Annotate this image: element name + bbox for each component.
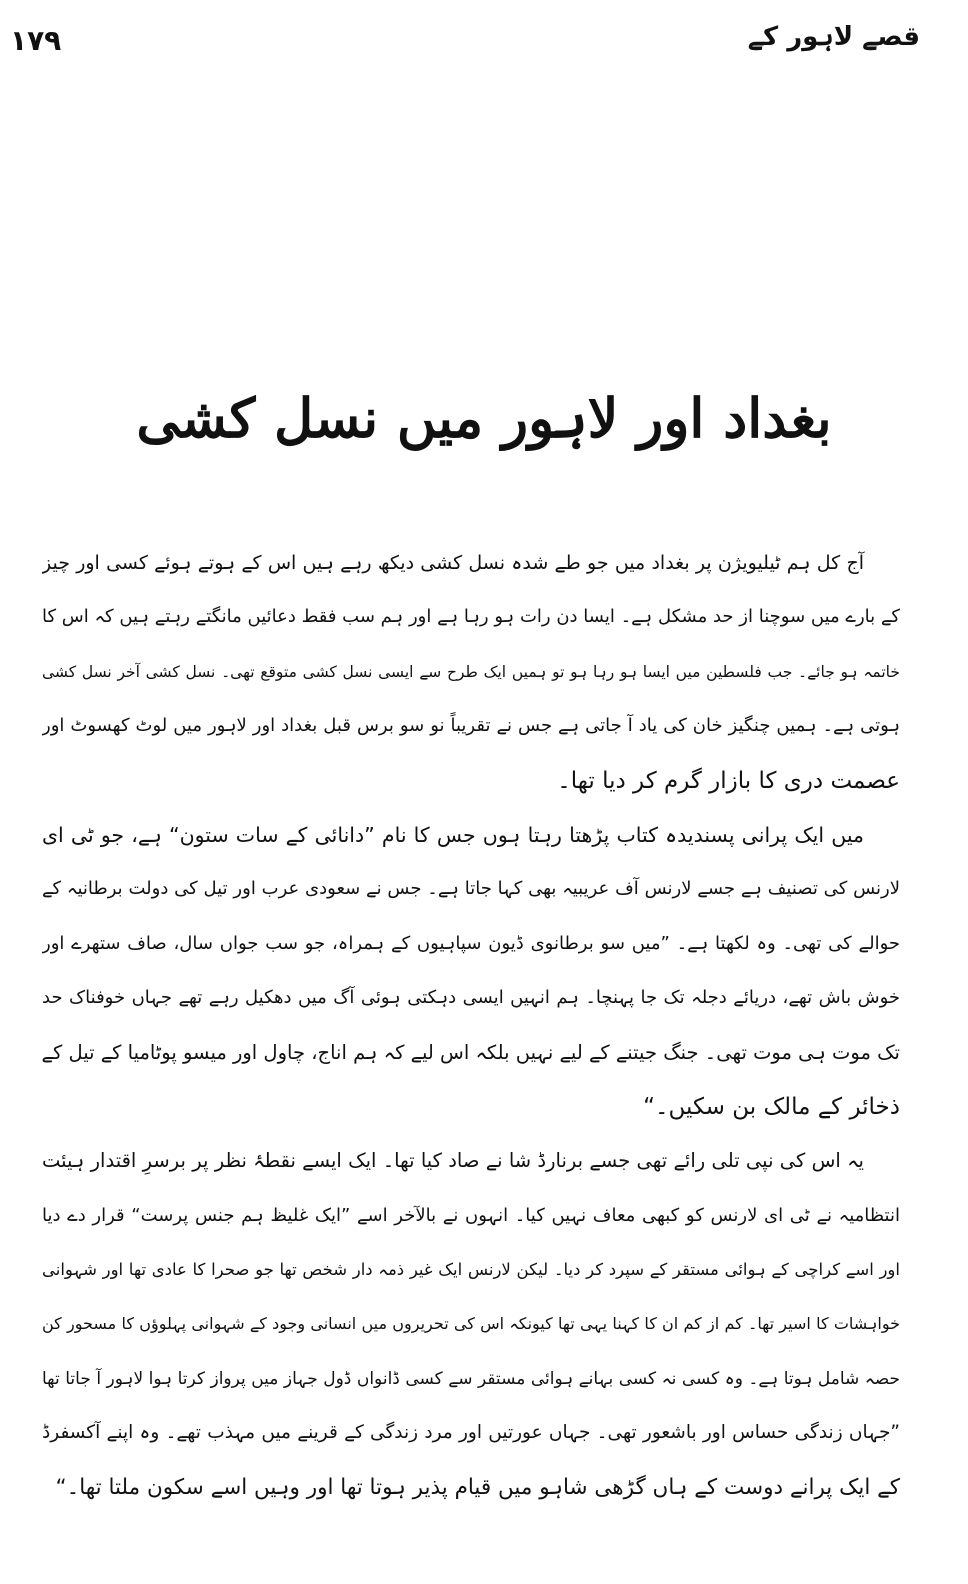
text-line: ہوتی ہے۔ ہمیں چنگیز خان کی یاد آ جاتی ہے جس نے تقریباً نو سو برس قبل بغداد اور لاہور میں لوٹ کھسوٹ اور — [42, 715, 900, 737]
paragraph — [42, 1134, 900, 1515]
text-line: خواہشات کا اسیر تھا۔ کم از کم ان کا کہنا یہی تھا کیونکہ اس کی تحریروں میں انسانی وجود کے شہوانی پہلوؤں کا مسحور کن — [42, 1314, 900, 1334]
text-line: میں ایک پرانی پسندیدہ کتاب پڑھتا رہتا ہوں جس کا نام ”دانائی کے سات ستون“ ہے، جو ٹی ای — [42, 822, 864, 847]
text-line: ”جہاں زندگی حساس اور باشعور تھی۔ جہاں عورتیں اور مرد زندگی کے قرینے میں مہذب تھے۔ وہ اپنے آکسفرڈ — [42, 1422, 900, 1444]
text-line: حوالے کی تھی۔ وہ لکھتا ہے۔ ”میں سو برطانوی ڈیون سپاہیوں کے ہمراہ، جو سب جواں سال، صاف ستھرے اور — [42, 932, 900, 954]
text-line: کے بارے میں سوچنا از حد مشکل ہے۔ ایسا دن رات ہو رہا ہے اور ہم سب فقط دعائیں مانگتے رہتے ہیں کہ اس کا — [42, 606, 900, 628]
text-line: آج کل ہم ٹیلیویژن پر بغداد میں جو طے شدہ نسل کشی دیکھ رہے ہیں اس کے ہوتے ہوئے کسی اور چیز — [42, 552, 864, 574]
body-text — [42, 536, 900, 1515]
text-line: حصہ شامل ہوتا ہے۔ وہ کسی نہ کسی بہانے ہوائی مستقر سے کسی ڈانواں ڈول جہاز میں پرواز کرتا ہوا لاہور آ جاتا تھا — [42, 1368, 900, 1389]
page-number: ۱۷۹ — [10, 24, 62, 57]
text-line: خوش باش تھے، دریائے دجلہ تک جا پہنچا۔ ہم انہیں ایسی دہکتی ہوئی آگ میں دھکیل رہے تھے جہاں خوفناک حد — [42, 987, 900, 1009]
text-line: کے ایک پرانے دوست کے ہاں گڑھی شاہو میں قیام پذیر ہوتا تھا اور وہیں اسے سکون ملتا تھا۔“ — [55, 1474, 900, 1500]
text-line: خاتمہ ہو جائے۔ جب فلسطین میں ایسا ہو رہا ہو تو ہمیں ایک طرح سے ایسی نسل کشی متوقع تھی۔ نسل کشی آخر نسل کشی — [42, 662, 900, 681]
text-line: انتظامیہ نے ٹی ای لارنس کو کبھی معاف نہیں کیا۔ انہوں نے بالآخر اسے ”ایک غلیظ ہم جنس پرست“ قرار دے دیا — [42, 1204, 900, 1226]
text-line: تک موت ہی موت تھی۔ جنگ جیتنے کے لیے نہیں بلکہ اس لیے کہ ہم اناج، چاول اور میسو پوٹامیا کے تیل کے — [42, 1040, 900, 1064]
running-title: قصے لاہور کے — [747, 22, 920, 52]
text-line: عصمت دری کا بازار گرم کر دیا تھا۔ — [557, 767, 900, 794]
paragraph — [42, 536, 900, 808]
text-line: لارنس کی تصنیف ہے جسے لارنس آف عریبیہ بھی کہا جاتا ہے۔ جس نے سعودی عرب اور تیل کی دولت برطانیہ کے — [42, 878, 900, 900]
text-line: ذخائر کے مالک بن سکیں۔“ — [643, 1093, 900, 1120]
chapter-title: بغداد اور لاہور میں نسل کشی — [136, 386, 832, 450]
text-line: اور اسے کراچی کے ہوائی مستقر کے سپرد کر دیا۔ لیکن لارنس ایک غیر ذمہ دار شخص تھا جو صحرا کا عادی تھا اور شہوانی — [42, 1260, 900, 1280]
paragraph — [42, 808, 900, 1134]
page-header — [0, 18, 968, 68]
text-line: یہ اس کی نپی تلی رائے تھی جسے برنارڈ شا نے صاد کیا تھا۔ ایک ایسے نقطۂ نظر پر برسرِ اقتدار ہیئت — [42, 1149, 864, 1173]
